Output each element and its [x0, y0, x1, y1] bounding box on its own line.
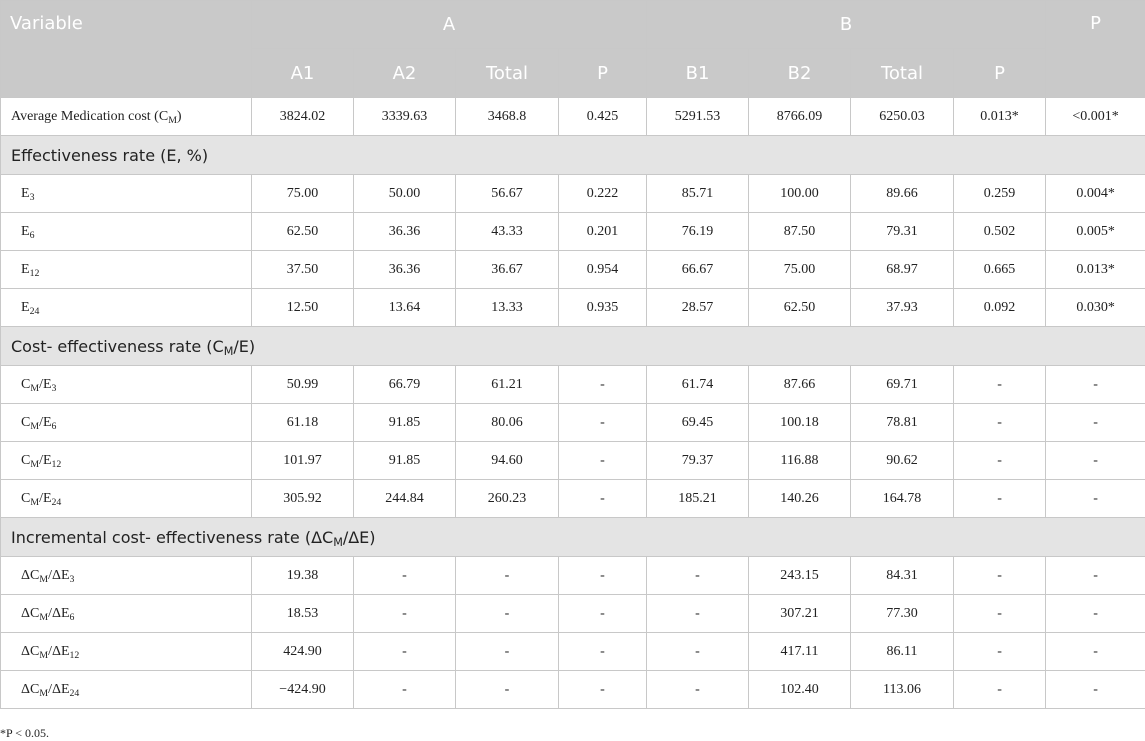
cell: -: [354, 671, 456, 709]
header-group-b: B: [647, 1, 1046, 49]
section-header-row: [1, 518, 1145, 557]
cell: 94.60: [456, 442, 559, 480]
cell: 0.425: [559, 98, 647, 136]
cell: 75.00: [749, 251, 851, 289]
cell: -: [954, 557, 1046, 595]
cell: 140.26: [749, 480, 851, 518]
cell: 113.06: [851, 671, 954, 709]
cell: 80.06: [456, 404, 559, 442]
cell: 18.53: [252, 595, 354, 633]
cell: 0.013*: [954, 98, 1046, 136]
cell: 244.84: [354, 480, 456, 518]
cell: 8766.09: [749, 98, 851, 136]
cell: 0.502: [954, 213, 1046, 251]
cell: -: [954, 404, 1046, 442]
cell: 91.85: [354, 404, 456, 442]
cell: 0.954: [559, 251, 647, 289]
header-b-p: P: [954, 49, 1046, 98]
row-label: $\Delta C_M/\Delta E_{24}$: [1, 671, 252, 709]
cell: -: [559, 633, 647, 671]
cell: -: [954, 595, 1046, 633]
header-a1: A1: [252, 49, 354, 98]
cell: 62.50: [749, 289, 851, 327]
cell: 62.50: [252, 213, 354, 251]
cell: 305.92: [252, 480, 354, 518]
header-variable: Variable: [1, 1, 252, 98]
cell: -: [954, 442, 1046, 480]
header-a2: A2: [354, 49, 456, 98]
cell: 56.67: [456, 175, 559, 213]
cell: 260.23: [456, 480, 559, 518]
cell: 76.19: [647, 213, 749, 251]
cell: -: [1046, 557, 1145, 595]
cell: 50.99: [252, 366, 354, 404]
cell: 37.93: [851, 289, 954, 327]
section-header-row: [1, 136, 1145, 175]
cell: 61.18: [252, 404, 354, 442]
cell: 0.092: [954, 289, 1046, 327]
cell: 0.004*: [1046, 175, 1145, 213]
cell: 69.45: [647, 404, 749, 442]
cell: -: [354, 595, 456, 633]
cell: -: [647, 633, 749, 671]
cell: 164.78: [851, 480, 954, 518]
cell: -: [354, 633, 456, 671]
cell: -: [456, 633, 559, 671]
cell: -: [1046, 366, 1145, 404]
cell: 102.40: [749, 671, 851, 709]
cell: 69.71: [851, 366, 954, 404]
cell: -: [954, 366, 1046, 404]
cell: 36.36: [354, 213, 456, 251]
table-body: [1, 98, 1145, 709]
cell: 0.935: [559, 289, 647, 327]
cell: -: [559, 442, 647, 480]
cell: 89.66: [851, 175, 954, 213]
cell: -: [954, 671, 1046, 709]
cell: -: [456, 595, 559, 633]
cell: -: [354, 557, 456, 595]
cell: -: [559, 595, 647, 633]
cell: -: [456, 671, 559, 709]
cell: 66.67: [647, 251, 749, 289]
cell: 79.37: [647, 442, 749, 480]
row-label: $\Delta C_M/\Delta E_6$: [1, 595, 252, 633]
cell: -: [559, 404, 647, 442]
cell: 87.50: [749, 213, 851, 251]
table-row: [1, 480, 1145, 518]
cell: 3824.02: [252, 98, 354, 136]
section-title: Effectiveness rate (E, %): [1, 136, 1145, 175]
table-row: [1, 671, 1145, 709]
table-row: [1, 366, 1145, 404]
cell: 75.00: [252, 175, 354, 213]
cell: -: [456, 557, 559, 595]
cell: -: [954, 633, 1046, 671]
cell: -: [1046, 404, 1145, 442]
cell: 50.00: [354, 175, 456, 213]
header-b2: B2: [749, 49, 851, 98]
cell: 307.21: [749, 595, 851, 633]
cell: 417.11: [749, 633, 851, 671]
cell: 6250.03: [851, 98, 954, 136]
cell: 37.50: [252, 251, 354, 289]
cell: 116.88: [749, 442, 851, 480]
header-a-p: P: [559, 49, 647, 98]
cell: -: [647, 671, 749, 709]
row-label: $C_M/E_6$: [1, 404, 252, 442]
row-label: $E_{24}$: [1, 289, 252, 327]
cell: -: [559, 557, 647, 595]
table-row: [1, 251, 1145, 289]
cell: 77.30: [851, 595, 954, 633]
cell: 36.67: [456, 251, 559, 289]
header-a-total: Total: [456, 49, 559, 98]
cell: 86.11: [851, 633, 954, 671]
cell: 0.259: [954, 175, 1046, 213]
cell: 78.81: [851, 404, 954, 442]
cell: -: [1046, 671, 1145, 709]
cell: 0.665: [954, 251, 1046, 289]
cell: 101.97: [252, 442, 354, 480]
cell: 3339.63: [354, 98, 456, 136]
cell: -: [1046, 633, 1145, 671]
table-row: [1, 175, 1145, 213]
row-label: $E_3$: [1, 175, 252, 213]
row-label: $\Delta C_M/\Delta E_3$: [1, 557, 252, 595]
cell: 100.00: [749, 175, 851, 213]
cell: 90.62: [851, 442, 954, 480]
cell: -: [559, 366, 647, 404]
table-row: [1, 595, 1145, 633]
cell: 424.90: [252, 633, 354, 671]
cell: 85.71: [647, 175, 749, 213]
row-label: $\Delta C_M/\Delta E_{12}$: [1, 633, 252, 671]
cell: 243.15: [749, 557, 851, 595]
cell: 79.31: [851, 213, 954, 251]
cell: -: [559, 671, 647, 709]
cell: 12.50: [252, 289, 354, 327]
cell: 43.33: [456, 213, 559, 251]
cell: 61.74: [647, 366, 749, 404]
cell: -: [647, 595, 749, 633]
cell: 0.030*: [1046, 289, 1145, 327]
cell: -: [647, 557, 749, 595]
section-title: Incremental cost- effectiveness rate $(\Delta C_M/\Delta E)$: [1, 518, 1145, 557]
cell: 0.222: [559, 175, 647, 213]
cell: -: [1046, 442, 1145, 480]
row-label: $C_M/E_{12}$: [1, 442, 252, 480]
row-label: $C_M/E_{24}$: [1, 480, 252, 518]
cell: 28.57: [647, 289, 749, 327]
cell: -: [954, 480, 1046, 518]
cell: −424.90: [252, 671, 354, 709]
cell: 84.31: [851, 557, 954, 595]
cell: 91.85: [354, 442, 456, 480]
cell: -: [1046, 595, 1145, 633]
cell: 61.21: [456, 366, 559, 404]
cell: -: [1046, 480, 1145, 518]
table-row: [1, 633, 1145, 671]
cell: 5291.53: [647, 98, 749, 136]
cell: 3468.8: [456, 98, 559, 136]
header-group-a: A: [252, 1, 647, 49]
footnote: *P < 0.05.: [0, 726, 49, 740]
table-row: [1, 213, 1145, 251]
cell: 13.33: [456, 289, 559, 327]
cell: 0.013*: [1046, 251, 1145, 289]
row-label: $C_M/E_3$: [1, 366, 252, 404]
header-p: P: [1046, 1, 1145, 98]
row-label: $E_{12}$: [1, 251, 252, 289]
cell: 185.21: [647, 480, 749, 518]
cell: 0.201: [559, 213, 647, 251]
cell: 68.97: [851, 251, 954, 289]
row-label: Average Medication cost $(C_M)$: [1, 98, 252, 136]
cell: -: [559, 480, 647, 518]
table-row-medication-cost: [1, 98, 1145, 136]
row-label: $E_6$: [1, 213, 252, 251]
section-header-row: [1, 327, 1145, 366]
table-row: [1, 289, 1145, 327]
cell: 87.66: [749, 366, 851, 404]
table-row: [1, 404, 1145, 442]
cell: 100.18: [749, 404, 851, 442]
header-b-total: Total: [851, 49, 954, 98]
table-row: [1, 557, 1145, 595]
table-row: [1, 442, 1145, 480]
cell: <0.001*: [1046, 98, 1145, 136]
header-b1: B1: [647, 49, 749, 98]
cell: 13.64: [354, 289, 456, 327]
section-title: Cost- effectiveness rate $(C_M/E)$: [1, 327, 1145, 366]
cell: 66.79: [354, 366, 456, 404]
cell: 0.005*: [1046, 213, 1145, 251]
cell: 36.36: [354, 251, 456, 289]
cell: 19.38: [252, 557, 354, 595]
